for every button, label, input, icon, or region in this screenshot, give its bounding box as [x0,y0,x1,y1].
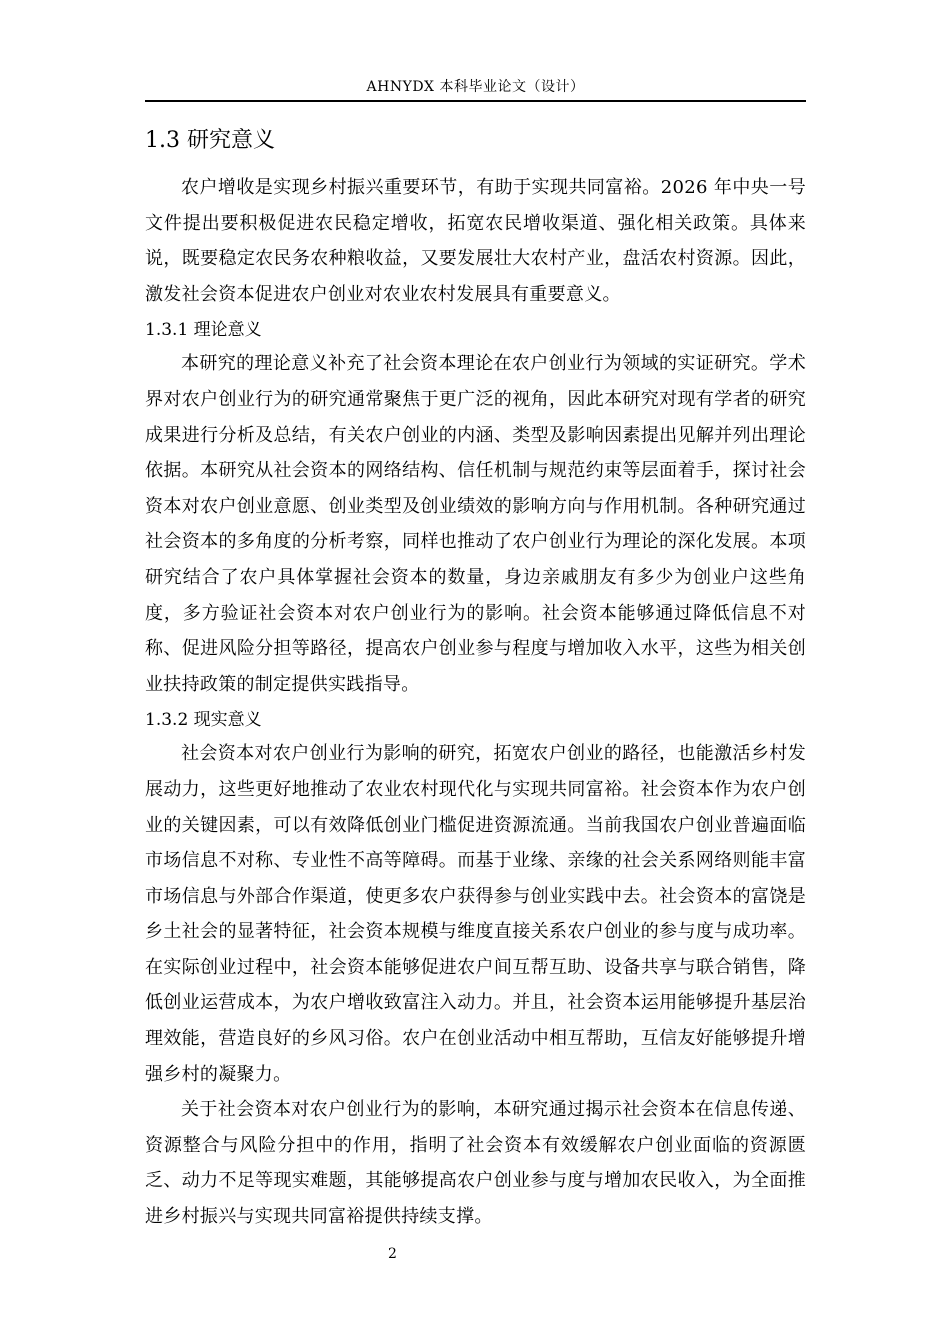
subsection-title-practice: 1.3.2 现实意义 [145,710,262,731]
practice-paragraph-2: 关于社会资本对农户创业行为的影响，本研究通过揭示社会资本在信息传递、资源整合与风险分担中的作用，指明了社会资本有效缓解农户创业面临的资源匮乏、动力不足等现实难题，其能够提高农户创业参与度与增加农民收入，为全面推进乡村振兴与实现共同富裕提供持续支撑。 [145,1099,806,1228]
section-title: 1.3 研究意义 [145,128,275,153]
section-intro-paragraph: 农户增收是实现乡村振兴重要环节，有助于实现共同富裕。2026 年中央一号文件提出要积极促进农民稳定增收，拓宽农民增收渠道、强化相关政策。具体来说，既要稳定农民务农种粮收益，又要发展壮大农村产业，盘活农村资源。因此，激发社会资本促进农户创业对农业农村发展具有重要意义。 [145,177,806,305]
header-rule [145,100,806,102]
section-spacer [145,156,806,170]
running-header: AHNYDX 本科毕业论文（设计） [366,79,585,95]
page-number: 2 [388,1246,397,1262]
practice-paragraph-1: 社会资本对农户创业行为影响的研究，拓宽农户创业的路径，也能激活乡村发展动力，这些更好地推动了农业农村现代化与实现共同富裕。社会资本作为农户创业的关键因素，可以有效降低创业门槛促进资源流通。当前我国农户创业普遍面临市场信息不对称、专业性不高等障碍。而基于业缘、亲缘的社会关系网络则能丰富市场信息与外部合作渠道，使更多农户获得参与创业实践中去。社会资本的富饶是乡土社会的显著特征，社会资本规模与维度直接关系农户创业的参与度与成功率。在实际创业过程中，社会资本能够促进农户间互帮互助、设备共享与联合销售，降低创业运营成本，为农户增收致富注入动力。并且，社会资本运用能够提升基层治理效能，营造良好的乡风习俗。农户在创业活动中相互帮助，互信友好能够提升增强乡村的凝聚力。 [145,743,806,1085]
subsection-title-theory: 1.3.1 理论意义 [145,320,262,341]
page-body [145,118,806,1235]
theory-paragraph: 本研究的理论意义补充了社会资本理论在农户创业行为领域的实证研究。学术界对农户创业行为的研究通常聚焦于更广泛的视角，因此本研究对现有学者的研究成果进行分析及总结，有关农户创业的内涵、类型及影响因素提出见解并列出理论依据。本研究从社会资本的网络结构、信任机制与规范约束等层面着手，探讨社会资本对农户创业意愿、创业类型及创业绩效的影响方向与作用机制。各种研究通过社会资本的多角度的分析考察，同样也推动了农户创业行为理论的深化发展。本项研究结合了农户具体掌握社会资本的数量，身边亲戚朋友有多少为创业户这些角度，多方验证社会资本对农户创业行为的影响。社会资本能够通过降低信息不对称、促进风险分担等路径，提高农户创业参与程度与增加收入水平，这些为相关创业扶持政策的制定提供实践指导。 [145,353,806,695]
